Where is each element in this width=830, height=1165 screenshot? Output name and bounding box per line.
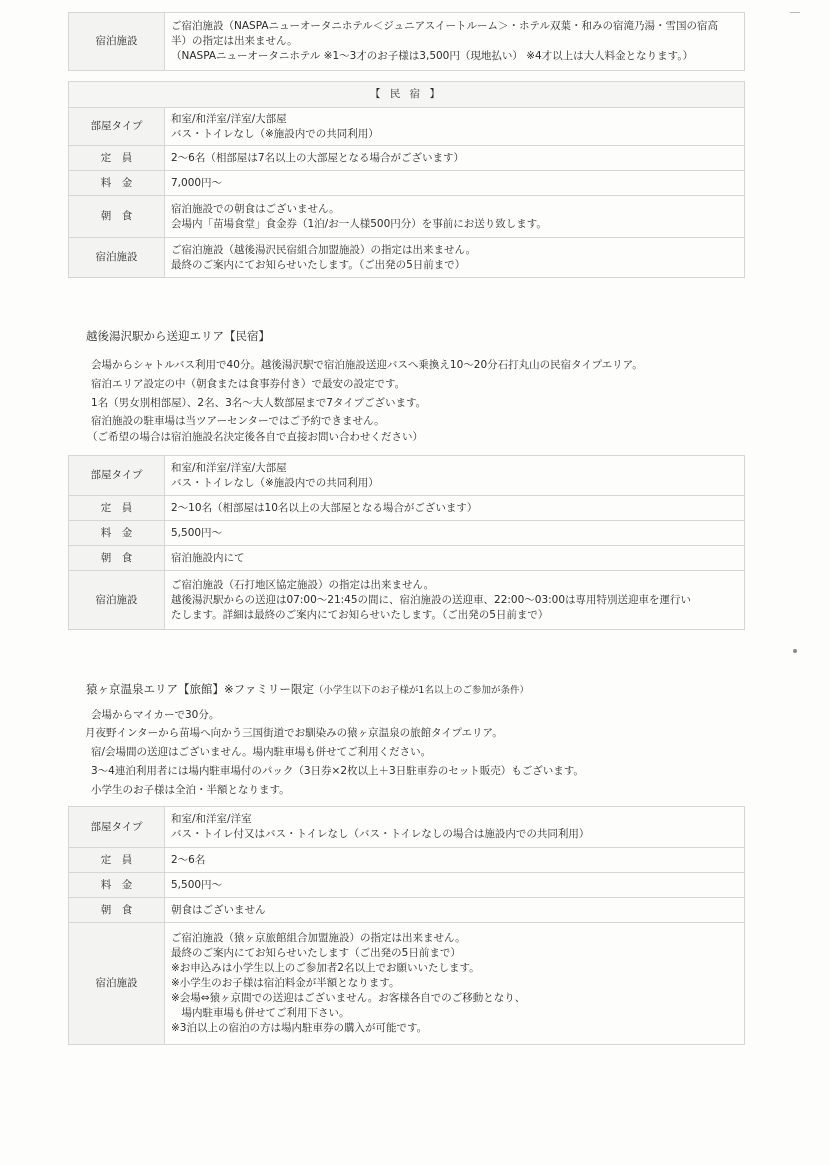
row-label: 定 員 [69,496,165,521]
table-row [69,546,745,571]
intro-line: 会場からシャトルバス利用で40分。越後湯沢駅で宿泊施設送迎バスへ乗換え10〜20分石打丸山の民宿タイプエリア。 [91,359,643,371]
row-value [165,898,745,923]
intro-line: 会場からマイカーで30分。 [91,709,220,721]
value-line: 最終のご案内にてお知らせいたします（ご出発の5日前まで） [171,947,461,959]
value-line: ※会場⇔猿ヶ京間での送迎はございません。お客様各自でのご移動となり、 [171,992,526,1004]
value-line: バス・トイレなし（※施設内での共同利用） [171,127,379,140]
row-value [165,171,745,196]
value-line: バス・トイレ付又はバス・トイレなし（バス・トイレなしの場合は施設内での共同利用） [171,828,590,840]
sarugakyo-table [68,806,745,1045]
value-line: 7,000円〜 [171,176,223,189]
intro-echigo [87,356,643,445]
value-line: ご宿泊施設（石打地区協定施設）の指定は出来ません。 [171,578,435,591]
intro-line: 1名（男女別相部屋）、2名、3名〜大人数部屋まで7タイプございます。 [91,397,427,409]
row-value [165,108,745,146]
row-value [165,13,745,71]
row-label: 朝 食 [69,196,165,238]
value-line: 場内駐車場も併せてご利用下さい。 [171,1007,350,1019]
table-row [69,171,745,196]
value-line: 2〜6名 [171,853,206,866]
value-line: 朝食はございません [171,903,266,916]
row-label: 部屋タイプ [69,807,165,848]
row-value [165,238,745,278]
scan-dot [793,649,797,653]
intro-line: 小学生のお子様は全泊・半額となります。 [91,784,290,796]
table-row [69,456,745,496]
row-value [165,571,745,630]
row-label: 宿泊施設 [69,13,165,71]
table-row [69,571,745,630]
table-heading-row [69,82,745,108]
intro-line: 月夜野インターから苗場へ向かう三国街道でお馴染みの猿ヶ京温泉の旅館タイプエリア。 [85,727,503,739]
value-line: たします。詳細は最終のご案内にてお知らせいたします。（ご出発の5日前まで） [171,608,549,621]
table-row [69,848,745,873]
value-line: 2〜6名（相部屋は7名以上の大部屋となる場合がございます） [171,151,465,164]
row-value [165,546,745,571]
value-line: 最終のご案内にてお知らせいたします。（ご出発の5日前まで） [171,258,466,271]
table-row [69,521,745,546]
row-value [165,848,745,873]
value-line: 宿泊施設での朝食はございません。 [171,202,340,215]
row-label: 料 金 [69,873,165,898]
minshuku-table [68,81,745,278]
value-line: 越後湯沢駅からの送迎は07:00〜21:45の間に、宿泊施設の送迎車、22:00〜03:00は専用特別送迎車を運行い [171,593,692,606]
row-label: 定 員 [69,848,165,873]
scan-mark [790,12,800,21]
row-label: 料 金 [69,521,165,546]
table-row [69,238,745,278]
row-label: 部屋タイプ [69,108,165,146]
value-line: 和室/和洋室/洋室/大部屋 [171,112,287,125]
row-label: 宿泊施設 [69,923,165,1045]
value-line: 半）の指定は出来ません。 [171,35,298,47]
value-line: バス・トイレなし（※施設内での共同利用） [171,476,379,489]
value-line: 和室/和洋室/洋室/大部屋 [171,461,287,474]
table-row [69,898,745,923]
intro-line: （ご希望の場合は宿泊施設名決定後各自で直接お問い合わせください） [87,431,423,443]
intro-sarugakyo [85,707,584,800]
table-row [69,108,745,146]
value-line: ご宿泊施設（NASPAニューオータニホテル＜ジュニアスイートルーム＞・ホテル双葉・和みの宿滝乃湯・雪国の宿高 [171,20,718,32]
table-row [69,146,745,171]
table-row [69,496,745,521]
row-label: 定 員 [69,146,165,171]
row-value [165,521,745,546]
row-label: 部屋タイプ [69,456,165,496]
value-line: 和室/和洋室/洋室 [171,813,252,825]
row-label: 宿泊施設 [69,571,165,630]
section-title-sarugakyo [86,681,529,697]
table-row [69,196,745,238]
value-line: ご宿泊施設（越後湯沢民宿組合加盟施設）の指定は出来ません。 [171,243,477,256]
value-line: 2〜10名（相部屋は10名以上の大部屋となる場合がございます） [171,501,478,514]
value-line: 宿泊施設内にて [171,551,245,564]
row-label: 朝 食 [69,898,165,923]
row-label: 朝 食 [69,546,165,571]
row-value [165,807,745,848]
section-title-note: （小学生以下のお子様が1名以上のご参加が条件） [313,685,529,696]
row-label: 宿泊施設 [69,238,165,278]
table-row [69,13,745,71]
value-line: 5,500円〜 [171,526,223,539]
value-line: ※小学生のお子様は宿泊料金が半額となります。 [171,977,400,989]
table-row [69,807,745,848]
value-line: ご宿泊施設（猿ヶ京旅館組合加盟施設）の指定は出来ません。 [171,932,466,944]
value-line: 5,500円〜 [171,878,223,891]
section-title-echigo: 越後湯沢駅から送迎エリア【民宿】 [86,329,270,343]
intro-line: 宿泊エリア設定の中（朝食または食事券付き）で最安の設定です。 [91,378,406,390]
table-row [69,923,745,1045]
row-value [165,496,745,521]
table-row [69,873,745,898]
row-label: 料 金 [69,171,165,196]
row-value [165,196,745,238]
intro-line: 宿泊施設の駐車場は当ツアーセンターではご予約できません。 [91,415,385,427]
value-line: （NASPAニューオータニホテル ※1〜3才のお子様は3,500円（現地払い） ※4才以上は大人料金となります。） [171,50,694,62]
row-value [165,923,745,1045]
row-value [165,456,745,496]
value-line: 会場内「苗場食堂」食金券（1泊/お一人様500円分）を事前にお送り致します。 [171,217,547,230]
section-title-main: 猿ヶ京温泉エリア【旅館】※ファミリー限定 [86,682,314,696]
top-facility-table [68,12,745,71]
echigo-table [68,455,745,630]
row-value [165,146,745,171]
value-line: ※お申込みは小学生以上のご参加者2名以上でお願いいたします。 [171,962,480,974]
intro-line: 3〜4連泊利用者には場内駐車場付のパック（3日券×2枚以上＋3日駐車券のセット販売）もございます。 [91,765,584,777]
intro-line: 宿/会場間の送迎はございません。場内駐車場も併せてご利用ください。 [91,746,432,758]
value-line: ※3泊以上の宿泊の方は場内駐車券の購入が可能です。 [171,1022,428,1034]
row-value [165,873,745,898]
table-heading: 【 民 宿 】 [69,82,745,108]
